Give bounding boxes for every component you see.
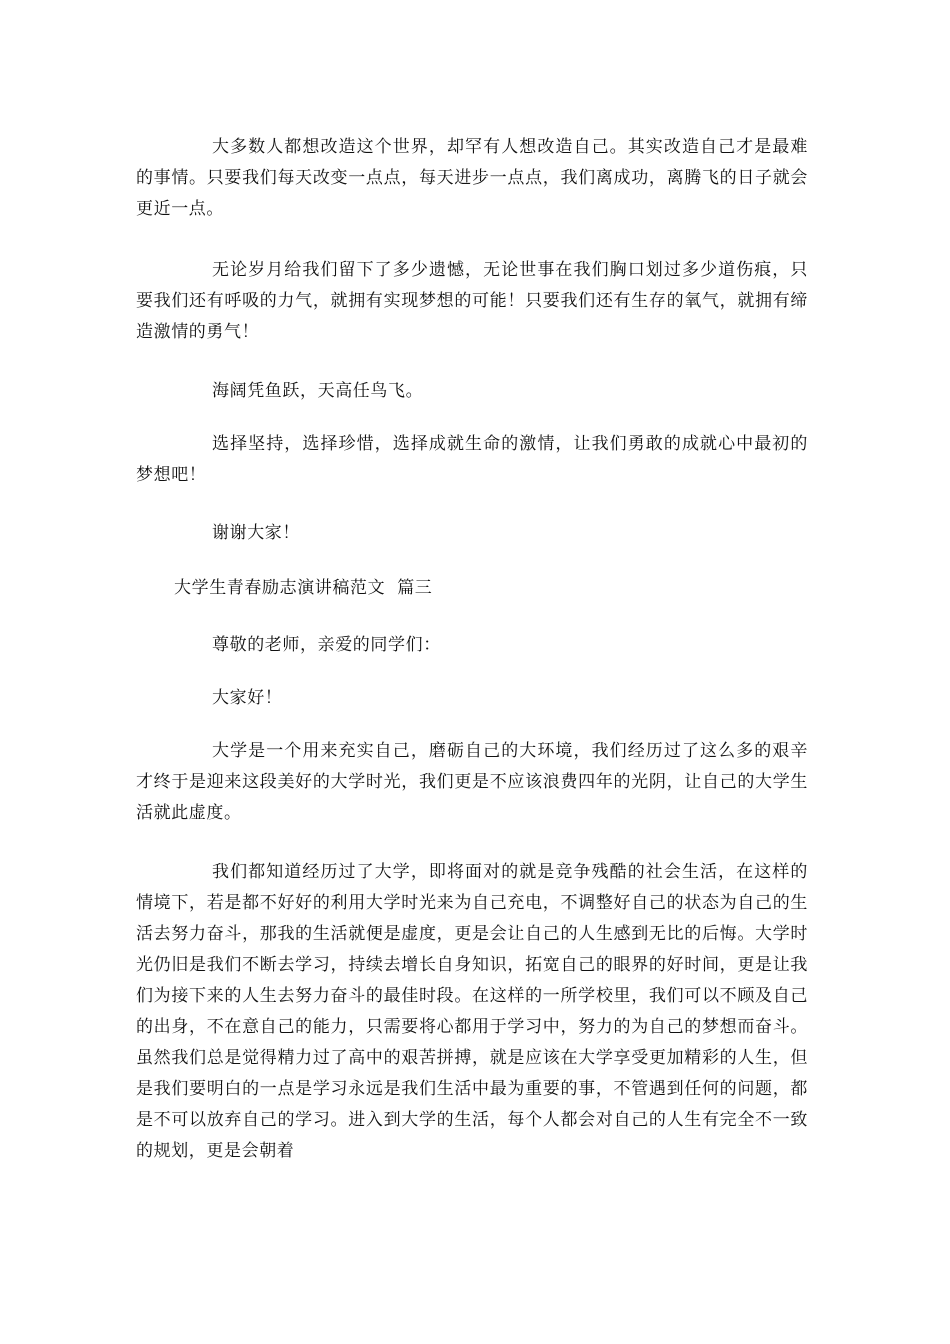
- paragraph-university-life: 我们都知道经历过了大学，即将面对的就是竞争残酷的社会生活，在这样的情境下，若是都不好好的利用大学时光来为自己充电，不调整好自己的状态为自己的生活去努力奋斗，那我的生活就便是虚度，更是会让自己的人生感到无比的后悔。大学时光仍旧是我们不断去学习，持续去增长自身知识，拓宽自己的眼界的好时间，更是让我们为接下来的人生去努力奋斗的最佳时段。在这样的一所学校里，我们可以不顾及自己的出身，不在意自己的能力，只需要将心都用于学习中，努力的为自己的梦想而奋斗。虽然我们总是觉得精力过了高中的艰苦拼搏，就是应该在大学享受更加精彩的人生，但是我们要明白的一点是学习永远是我们生活中最为重要的事，不管遇到任何的问题，都是不可以放弃自己的学习。进入到大学的生活，每个人都会对自己的人生有完全不一致的规划，更是会朝着: [136, 862, 808, 1161]
- paragraph-salutation: 尊敬的老师，亲爱的同学们：: [212, 635, 441, 655]
- paragraph-thanks: 谢谢大家！: [212, 523, 300, 543]
- paragraph-university-environment: 大学是一个用来充实自己，磨砺自己的大环境，我们经历过了这么多的艰辛才终于是迎来这段美好的大学时光，我们更是不应该浪费四年的光阴，让自己的大学生活就此虚度。: [136, 741, 808, 823]
- paragraph-sea-and-sky: 海阔凭鱼跃，天高任鸟飞。: [212, 381, 424, 401]
- paragraph-self-improvement: 大多数人都想改造这个世界，却罕有人想改造自己。其实改造自己才是最难的事情。只要我们每天改变一点点，每天进步一点点，我们离成功，离腾飞的日子就会更近一点。: [136, 137, 808, 219]
- paragraph-regardless-of-years: 无论岁月给我们留下了多少遗憾，无论世事在我们胸口划过多少道伤痕，只要我们还有呼吸的力气，就拥有实现梦想的可能！只要我们还有生存的氧气，就拥有缔造激情的勇气！: [136, 260, 808, 342]
- paragraph-choose-persistence: 选择坚持，选择珍惜，选择成就生命的激情，让我们勇敢的成就心中最初的梦想吧！: [136, 434, 808, 485]
- section-heading: 大学生青春励志演讲稿范文 篇三: [174, 578, 433, 598]
- paragraph-greeting: 大家好！: [212, 688, 283, 708]
